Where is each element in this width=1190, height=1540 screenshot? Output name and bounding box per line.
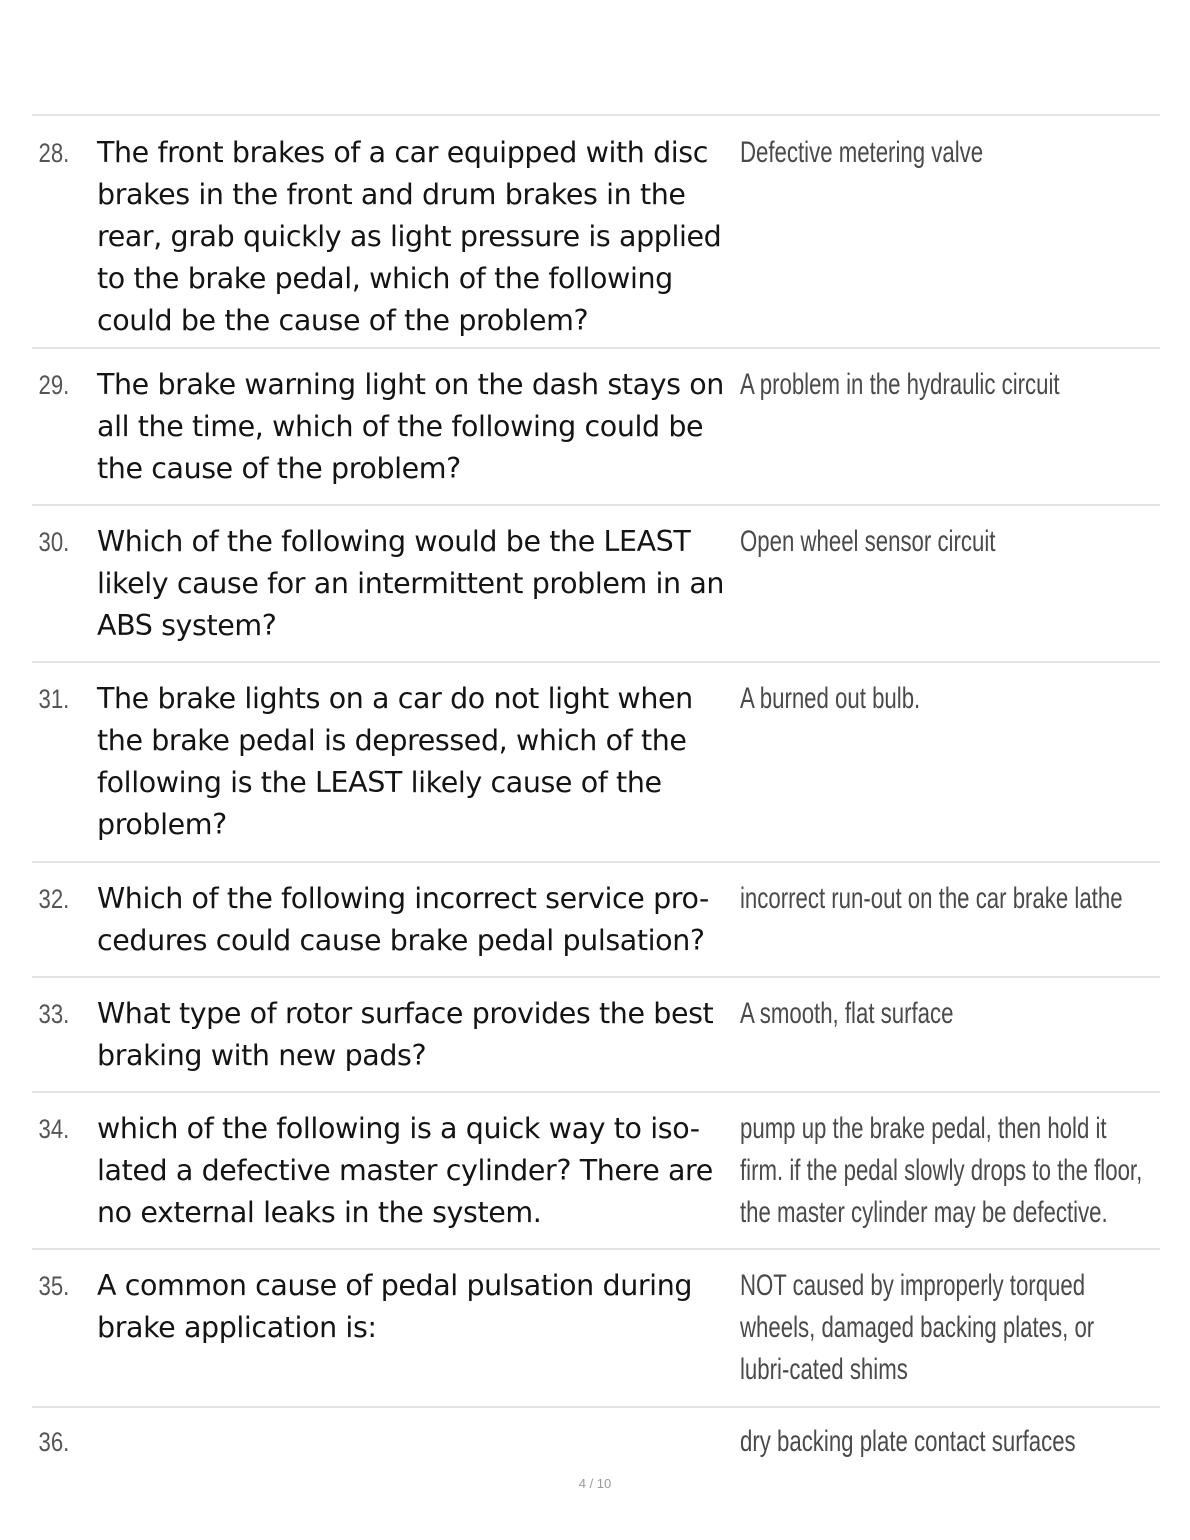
card-number: 31.	[38, 684, 70, 714]
card-answer	[739, 1108, 1190, 1234]
card-answer	[739, 878, 1190, 920]
card-answer-text: dry backing plate contact surfaces	[740, 1425, 1076, 1458]
card-answer	[739, 678, 1190, 720]
card-row-28	[32, 116, 1160, 349]
card-answer-text: Defective metering valve	[740, 136, 984, 169]
card-question: What type of rotor surface provides the best braking with new pads?	[97, 997, 714, 1072]
card-question: Which of the following incorrect service pro-cedures could cause brake pedal pulsation?	[97, 882, 709, 957]
card-answer-text: incorrect run-out on the car brake lathe	[740, 882, 1123, 915]
card-question: A common cause of pedal pulsation during brake application is:	[97, 1269, 693, 1344]
page-indicator: 4 / 10	[578, 1476, 612, 1491]
card-answer	[739, 993, 1190, 1035]
card-answer-text: Open wheel sensor circuit	[740, 525, 996, 558]
flashcard-list	[32, 114, 1160, 1470]
card-question: which of the following is a quick way to iso-lated a defective master cylinder? There are no external leaks in the system.	[97, 1112, 713, 1229]
card-question: The brake lights on a car do not light when the brake pedal is depressed, which of the following is the LEAST likely cause of the problem?	[97, 682, 693, 841]
card-answer-text: pump up the brake pedal, then hold it firm. if the pedal slowly drops to the floor, the master cylinder may be defective.	[740, 1112, 1143, 1229]
card-number: 34.	[38, 1114, 70, 1144]
card-answer-text: NOT caused by improperly torqued wheels, damaged backing plates, or lubri-cated shims	[740, 1269, 1095, 1386]
card-answer-text: A problem in the hydraulic circuit	[740, 368, 1060, 401]
card-row-32	[32, 863, 1160, 978]
card-question: Which of the following would be the LEAST likely cause for an intermittent problem in an ABS system?	[97, 525, 725, 642]
card-number: 35.	[38, 1271, 70, 1301]
card-number: 30.	[38, 527, 70, 557]
card-answer-text: A burned out bulb.	[740, 682, 921, 715]
card-question: The front brakes of a car equipped with disc brakes in the front and drum brakes in the rear, grab quickly as light pressure is applied to the brake pedal, which of the following could be the cause of the problem?	[97, 136, 722, 337]
card-number: 28.	[38, 138, 70, 168]
card-row-36	[32, 1408, 1160, 1470]
card-answer-text: A smooth, flat surface	[740, 997, 954, 1030]
card-answer	[739, 132, 1190, 174]
card-row-34	[32, 1093, 1160, 1250]
card-number: 29.	[38, 370, 70, 400]
card-answer	[739, 364, 1190, 406]
card-number: 33.	[38, 999, 70, 1029]
card-answer	[739, 1421, 1190, 1463]
card-row-29	[32, 349, 1160, 506]
card-question: The brake warning light on the dash stays on all the time, which of the following could be the cause of the problem?	[97, 368, 724, 485]
card-number: 36.	[38, 1427, 70, 1457]
card-number: 32.	[38, 884, 70, 914]
card-row-31	[32, 663, 1160, 863]
card-answer	[739, 1265, 1190, 1391]
card-row-35	[32, 1250, 1160, 1408]
card-answer	[739, 521, 1190, 563]
card-row-33	[32, 978, 1160, 1093]
card-row-30	[32, 506, 1160, 663]
